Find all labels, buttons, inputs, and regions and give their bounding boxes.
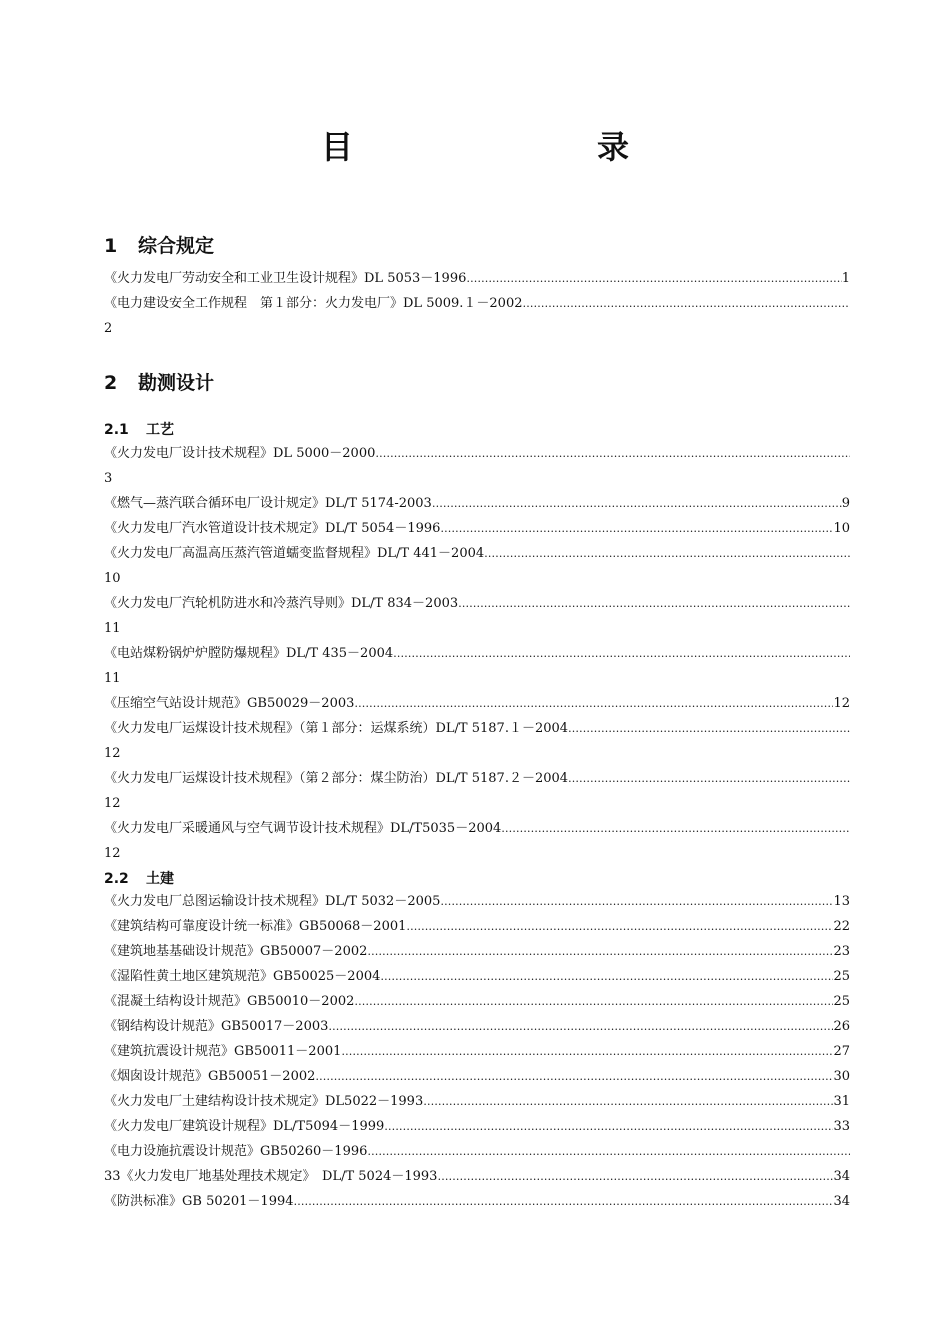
dot-leader [393,641,850,666]
toc-entry-title: 《火力发电厂建筑设计规程》DL/T5094－1999 [104,1119,385,1134]
toc-entry-title: 《烟囱设计规范》GB50051－2002 [104,1069,316,1084]
dot-leader [315,1064,833,1089]
toc-entry-title: 《建筑结构可靠度设计统一标准》GB50068－2001 [104,919,407,934]
toc-entry-title: 《火力发电厂运煤设计技术规程》（第２部分：煤尘防治）DL/T 5187.２－2004 [104,771,569,786]
dot-leader [432,491,842,516]
toc-entry-page: 33 [833,1119,850,1134]
toc-entry[interactable] [104,1189,850,1214]
toc-entry-page: 10 [833,521,850,536]
subsection-number: 2.2 [104,871,129,887]
toc-entry-page: 12 [104,846,121,861]
dot-leader [384,1114,833,1139]
toc-entry[interactable] [104,691,850,716]
dot-leader [568,766,850,791]
dot-leader [568,716,850,741]
dot-leader [328,1014,833,1039]
toc-entry-title: 《混凝土结构设计规范》GB50010－2002 [104,994,355,1009]
section-number: 1 [104,235,118,257]
dot-leader [484,541,850,566]
subsection-number: 2.1 [104,422,129,438]
toc-entry[interactable] [104,291,850,316]
dot-leader [375,441,850,466]
toc-entry-page: 11 [104,621,121,636]
toc-entry-page: 11 [104,671,121,686]
toc-entry[interactable] [104,989,850,1014]
toc-list-2-1 [104,441,850,866]
toc-entry-title: 《火力发电厂汽水管道设计技术规定》DL/T 5054－1996 [104,521,441,536]
toc-entry-title: 《建筑地基基础设计规范》GB50007－2002 [104,944,368,959]
toc-entry-page: 34 [833,1169,850,1184]
toc-entry[interactable] [104,541,850,566]
toc-entry-title: 《火力发电厂土建结构设计技术规定》DL5022－1993 [104,1094,424,1109]
toc-list-section-1 [104,266,850,341]
toc-entry-page: 2 [104,321,113,336]
dot-leader [437,1164,833,1189]
toc-entry-page: 23 [833,944,850,959]
dot-leader [354,691,833,716]
section-title: 勘测设计 [138,372,215,394]
dot-leader [367,1139,850,1164]
dot-leader [406,914,833,939]
toc-entry-page: 22 [833,919,850,934]
toc-entry[interactable] [104,641,850,666]
toc-entry[interactable] [104,1064,850,1089]
toc-entry-page: 12 [104,746,121,761]
toc-entry-page: 27 [833,1044,850,1059]
toc-entry-page: 13 [833,894,850,909]
toc-entry-title: 《火力发电厂劳动安全和工业卫生设计规程》DL 5053－1996 [104,271,467,286]
toc-entry[interactable] [104,716,850,741]
toc-entry[interactable] [104,1164,850,1189]
page-title: 目 录 [320,128,689,166]
toc-entry[interactable] [104,766,850,791]
toc-entry-title: 《电站煤粉锅炉炉膛防爆规程》DL/T 435－2004 [104,646,394,661]
toc-entry-title: 《防洪标准》GB 50201－1994 [104,1194,294,1209]
toc-entry[interactable] [104,914,850,939]
toc-entry[interactable] [104,939,850,964]
section-title: 综合规定 [138,235,215,257]
toc-entry-title: 《电力建设安全工作规程 第１部分：火力发电厂》DL 5009.１－2002 [104,296,523,311]
toc-entry-page: 31 [833,1094,850,1109]
dot-leader [458,591,850,616]
subsection-heading-2-2 [104,868,174,888]
toc-entry-page: 3 [104,471,113,486]
toc-entry[interactable] [104,1039,850,1064]
dot-leader [440,516,833,541]
toc-entry[interactable] [104,1089,850,1114]
dot-leader [354,989,833,1014]
toc-entry[interactable] [104,516,850,541]
toc-entry-page: 34 [833,1194,850,1209]
toc-entry[interactable] [104,266,850,291]
section-heading-1 [104,231,214,258]
dot-leader [367,939,833,964]
toc-entry[interactable] [104,1114,850,1139]
subsection-title: 土建 [146,871,174,887]
toc-entry-title: 《火力发电厂运煤设计技术规程》（第１部分：运煤系统）DL/T 5187.１－2004 [104,721,569,736]
toc-entry-title: 《压缩空气站设计规范》GB50029－2003 [104,696,355,711]
toc-entry-title: 《火力发电厂采暖通风与空气调节设计技术规程》DL/T5035－2004 [104,821,502,836]
toc-entry[interactable] [104,889,850,914]
toc-entry-title: 33《火力发电厂地基处理技术规定》 DL/T 5024－1993 [104,1169,438,1184]
toc-entry-title: 《钢结构设计规范》GB50017－2003 [104,1019,329,1034]
dot-leader [523,291,851,316]
toc-entry-page: 30 [833,1069,850,1084]
toc-entry-title: 《电力设施抗震设计规范》GB50260－1996 [104,1144,368,1159]
dot-leader [501,816,850,841]
toc-entry-title: 《火力发电厂汽轮机防进水和冷蒸汽导则》DL/T 834－2003 [104,596,459,611]
toc-entry-page: 10 [104,571,121,586]
dot-leader [440,889,833,914]
toc-entry[interactable] [104,1139,850,1164]
toc-entry-title: 《燃气—蒸汽联合循环电厂设计规定》DL/T 5174-2003 [104,496,432,511]
dot-leader [423,1089,833,1114]
dot-leader [341,1039,833,1064]
section-heading-2 [104,368,214,395]
dot-leader [294,1189,834,1214]
section-number: 2 [104,372,118,394]
toc-entry-page: 12 [104,796,121,811]
subsection-heading-2-1 [104,419,174,439]
toc-entry[interactable] [104,1014,850,1039]
toc-entry-title: 《火力发电厂设计技术规程》DL 5000－2000 [104,446,376,461]
toc-list-2-2 [104,889,850,1214]
dot-leader [466,266,841,291]
toc-entry-title: 《火力发电厂高温高压蒸汽管道蠕变监督规程》DL/T 441－2004 [104,546,485,561]
toc-entry[interactable] [104,964,850,989]
toc-entry-title: 《湿陷性黄土地区建筑规范》GB50025－2004 [104,969,381,984]
toc-entry-page: 9 [841,496,850,511]
dot-leader [380,964,833,989]
toc-entry[interactable] [104,441,850,466]
toc-entry-page: 25 [833,994,850,1009]
toc-entry-page: 1 [841,271,850,286]
toc-entry-page: 26 [833,1019,850,1034]
toc-entry[interactable] [104,491,850,516]
toc-entry-page: 25 [833,969,850,984]
toc-entry-page: 12 [833,696,850,711]
toc-entry-title: 《火力发电厂总图运输设计技术规程》DL/T 5032－2005 [104,894,441,909]
toc-entry[interactable] [104,591,850,616]
subsection-title: 工艺 [146,422,174,438]
toc-entry[interactable] [104,816,850,841]
toc-entry-title: 《建筑抗震设计规范》GB50011－2001 [104,1044,342,1059]
